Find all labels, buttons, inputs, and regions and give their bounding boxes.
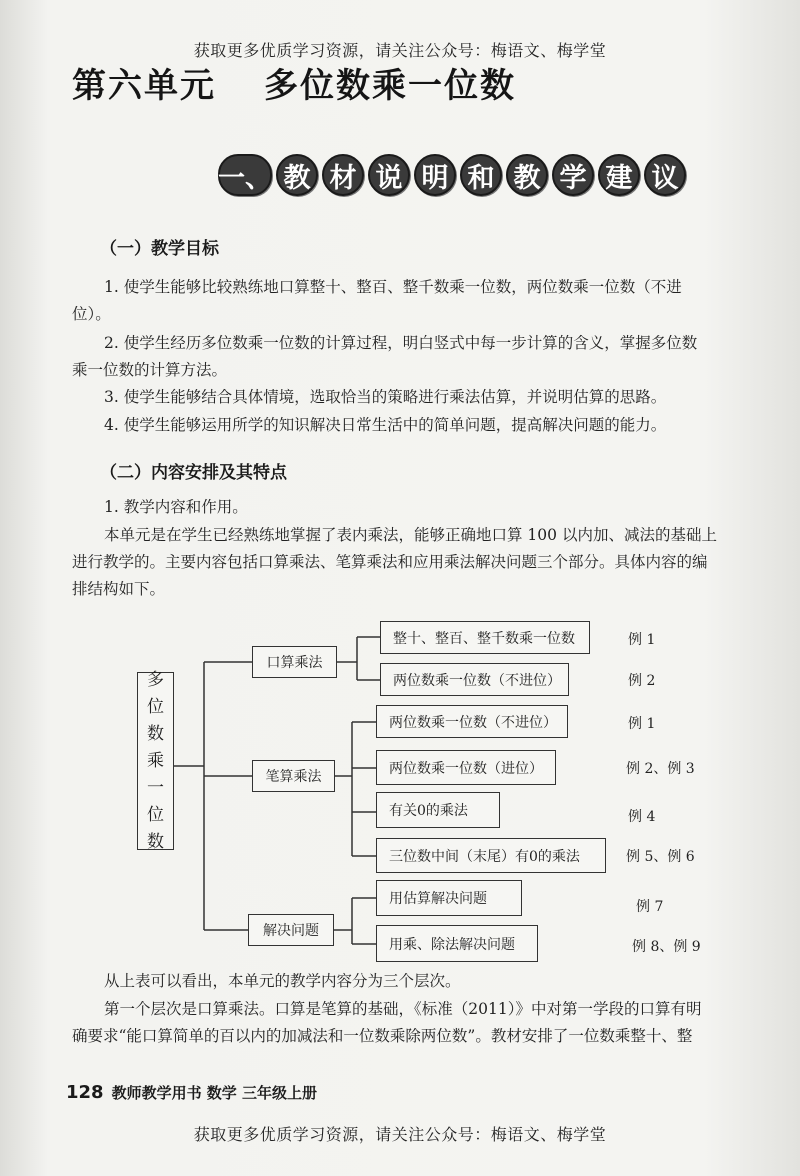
diagram-root-char: 数	[147, 831, 164, 852]
diagram-root-char: 位	[147, 696, 164, 717]
goal-line: 3. 使学生能够结合具体情境，选取恰当的策略进行乘法估算，并说明估算的思路。	[104, 388, 667, 406]
diagram-example-label: 例 4	[628, 809, 656, 825]
section-title-char: 学	[552, 154, 594, 196]
diagram-item: 有关0的乘法	[376, 792, 500, 828]
goal-item	[72, 384, 762, 411]
unit-name: 多位数乘一位数	[264, 66, 516, 106]
section-title	[218, 154, 686, 196]
diagram-group-written: 笔算乘法	[252, 760, 335, 792]
goal-line: 1. 使学生能够比较熟练地口算整十、整百、整千数乘一位数，两位数乘一位数（不进	[104, 278, 682, 296]
section-title-char: 议	[644, 154, 686, 196]
watermark-top: 获取更多优质学习资源，请关注公众号：梅语文、梅学堂	[193, 41, 607, 60]
after-diagram-line: 从上表可以看出，本单元的教学内容分为三个层次。	[104, 972, 461, 990]
page-number: 128	[66, 1082, 104, 1103]
level-one-line: 第一个层次是口算乘法。口算是笔算的基础，《标准（2011）》中对第一学段的口算有明	[104, 1000, 702, 1018]
after-diagram-paragraph	[72, 968, 762, 995]
content-line: 排结构如下。	[72, 580, 166, 598]
section-title-char: 教	[276, 154, 318, 196]
heading-teaching-goals: （一）教学目标	[100, 239, 219, 259]
section-title-char: 和	[460, 154, 502, 196]
content-intro-line: 1. 教学内容和作用。	[104, 498, 248, 516]
book-title: 教师教学用书 数学 三年级上册	[111, 1084, 318, 1102]
level-one-paragraph	[72, 996, 762, 1050]
diagram-example-label: 例 8、例 9	[632, 939, 701, 955]
diagram-item: 整十、整百、整千数乘一位数	[380, 621, 590, 654]
diagram-root-box	[137, 669, 174, 852]
level-one-line: 确要求“能口算简单的百以内的加减法和一位数乘除两位数”。教材安排了一位数乘整十、整	[72, 1027, 693, 1045]
diagram-item: 用乘、除法解决问题	[376, 925, 538, 962]
content-paragraph	[72, 522, 762, 603]
diagram-example-label: 例 5、例 6	[626, 849, 695, 865]
goal-item	[72, 330, 762, 384]
content-intro	[72, 494, 762, 521]
diagram-item: 用估算解决问题	[376, 880, 522, 916]
section-title-char: 一、	[218, 154, 272, 196]
diagram-root-char: 多	[147, 669, 164, 690]
goal-item	[72, 274, 762, 328]
diagram-example-label: 例 7	[636, 899, 664, 915]
diagram-item: 两位数乘一位数（进位）	[376, 750, 556, 785]
diagram-root-char: 乘	[147, 750, 164, 771]
diagram-group-problem: 解决问题	[248, 914, 334, 946]
page-footer	[66, 1082, 317, 1103]
section-title-char: 教	[506, 154, 548, 196]
goal-line: 2. 使学生经历多位数乘一位数的计算过程，明白竖式中每一步计算的含义，掌握多位数	[104, 334, 698, 352]
diagram-root-char: 一	[147, 777, 164, 798]
goal-line: 乘一位数的计算方法。	[72, 361, 228, 379]
section-title-char: 明	[414, 154, 456, 196]
diagram-example-label: 例 1	[628, 632, 656, 648]
diagram-group-oral: 口算乘法	[252, 646, 337, 678]
section-title-char: 建	[598, 154, 640, 196]
diagram-example-label: 例 1	[628, 716, 656, 732]
diagram-root-char: 数	[147, 723, 164, 744]
content-line: 本单元是在学生已经熟练地掌握了表内乘法，能够正确地口算 100 以内加、减法的基础上	[104, 526, 717, 544]
unit-title	[72, 58, 516, 107]
diagram-example-label: 例 2、例 3	[626, 761, 695, 777]
section-title-char: 材	[322, 154, 364, 196]
section-title-char: 说	[368, 154, 410, 196]
unit-label: 第六单元	[72, 66, 216, 106]
content-line: 进行教学的。主要内容包括口算乘法、笔算乘法和应用乘法解决问题三个部分。具体内容的编	[72, 553, 708, 571]
diagram-item: 三位数中间（末尾）有0的乘法	[376, 838, 606, 873]
goal-line: 4. 使学生能够运用所学的知识解决日常生活中的简单问题，提高解决问题的能力。	[104, 416, 667, 434]
diagram-item: 两位数乘一位数（不进位）	[380, 663, 569, 696]
heading-content-arrangement: （二）内容安排及其特点	[100, 463, 287, 483]
watermark-bottom: 获取更多优质学习资源，请关注公众号：梅语文、梅学堂	[193, 1125, 607, 1144]
diagram-item: 两位数乘一位数（不进位）	[376, 705, 568, 738]
diagram-root-char: 位	[147, 804, 164, 825]
goal-line: 位）。	[72, 305, 111, 323]
diagram-example-label: 例 2	[628, 673, 656, 689]
goal-item	[72, 412, 762, 439]
